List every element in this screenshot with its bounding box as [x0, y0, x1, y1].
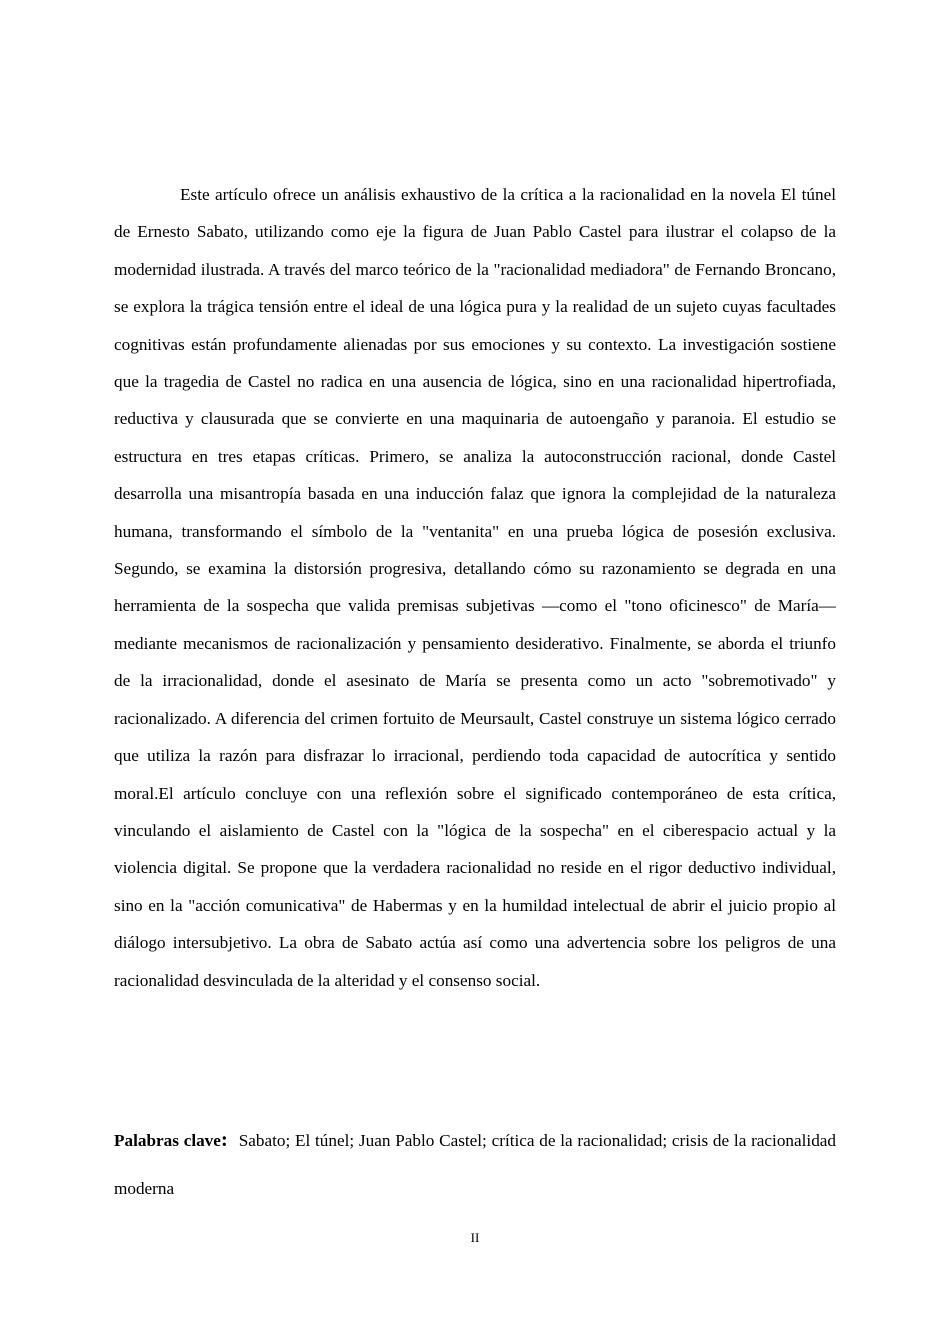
page-number: II: [470, 1230, 480, 1245]
abstract-paragraph: Este artículo ofrece un análisis exhaustivo de la crítica a la racionalidad en la novela El túnel de Ernesto Sabato, utilizando como eje la figura de Juan Pablo Castel para ilustrar el colapso de la modernidad ilustrada. A través del marco teórico de la "racionalidad mediadora" de Fernando Broncano, se explora la trágica tensión entre el ideal de una lógica pura y la realidad de un sujeto cuyas facultades cognitivas están profundamente alienadas por sus emociones y su contexto. La investigación sostiene que la tragedia de Castel no radica en una ausencia de lógica, sino en una racionalidad hipertrofiada, reductiva y clausurada que se convierte en una maquinaria de autoengaño y paranoia. El estudio se estructura en tres etapas críticas. Primero, se analiza la autoconstrucción racional, donde Castel desarrolla una misantropía basada en una inducción falaz que ignora la complejidad de la naturaleza humana, transformando el símbolo de la "ventanita" en una prueba lógica de posesión exclusiva. Segundo, se examina la distorsión progresiva, detallando cómo su razonamiento se degrada en una herramienta de la sospecha que valida premisas subjetivas —como el "tono oficinesco" de María— mediante mecanismos de racionalización y pensamiento desiderativo. Finalmente, se aborda el triunfo de la irracionalidad, donde el asesinato de María se presenta como un acto "sobremotivado" y racionalizado. A diferencia del crimen fortuito de Meursault, Castel construye un sistema lógico cerrado que utiliza la razón para disfrazar lo irracional, perdiendo toda capacidad de autocrítica y sentido moral.El artículo concluye con una reflexión sobre el significado contemporáneo de esta crítica, vinculando el aislamiento de Castel con la "lógica de la sospecha" en el ciberespacio actual y la violencia digital. Se propone que la verdadera racionalidad no reside en el rigor deductivo individual, sino en la "acción comunicativa" de Habermas y en la humildad intelectual de abrir el juicio propio al diálogo intersubjetivo. La obra de Sabato actúa así como una advertencia sobre los peligros de una racionalidad desvinculada de la alteridad y el consenso social.: [114, 185, 836, 990]
keywords-colon: :: [220, 1127, 228, 1151]
keywords-paragraph: [114, 1115, 836, 1213]
keywords-label: Palabras clave: [114, 1131, 221, 1150]
keywords-text: Sabato; El túnel; Juan Pablo Castel; crítica de la racionalidad; crisis de la racionalidad moderna: [114, 1131, 837, 1198]
